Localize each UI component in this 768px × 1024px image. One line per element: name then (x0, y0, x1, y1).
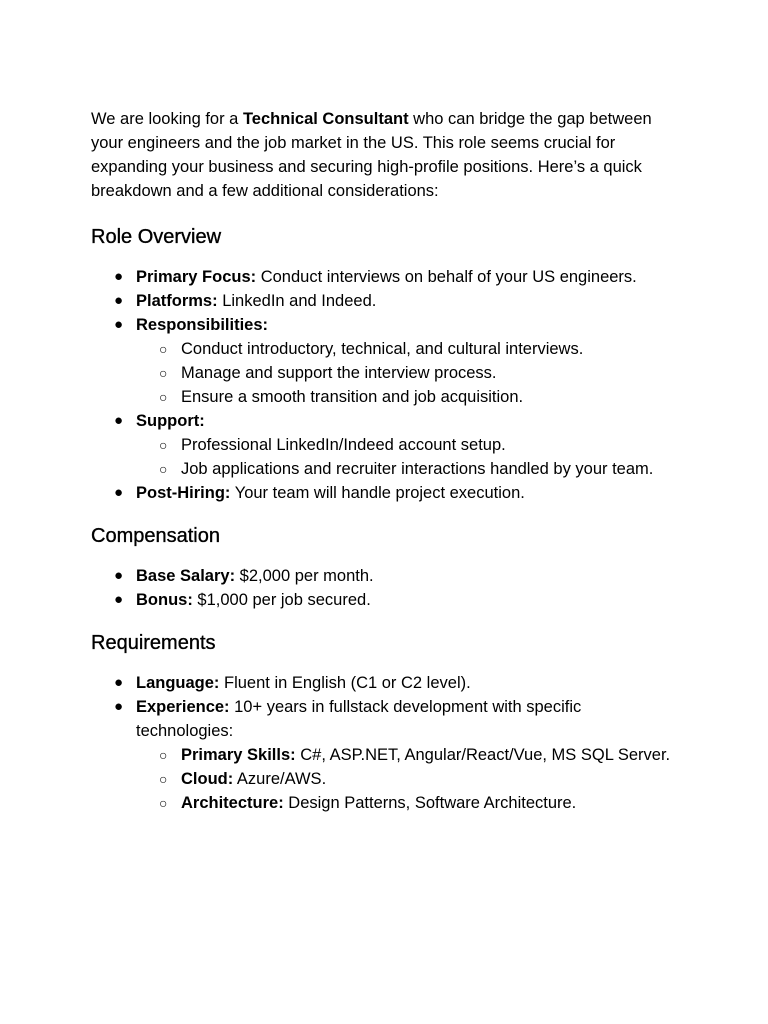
bullet-icon: ● (114, 567, 124, 584)
list-item (91, 313, 708, 409)
sub-item-text: Design Patterns, Software Architecture. (283, 794, 577, 812)
sub-item-text: C#, ASP.NET, Angular/React/Vue, MS SQL Server. (295, 746, 671, 764)
role-overview-heading: Role Overview (91, 226, 222, 248)
bullet-icon: ● (114, 698, 124, 715)
bullet-icon: ● (114, 674, 124, 691)
sub-item-label: Primary Skills: (181, 746, 296, 764)
sub-list-item (136, 791, 656, 815)
sub-item-text: Professional LinkedIn/Indeed account setup. (181, 436, 506, 454)
list-item (91, 481, 708, 505)
bullet-icon: ● (114, 268, 124, 285)
bullet-icon: ● (114, 292, 124, 309)
role-overview-list (91, 265, 708, 505)
item-text: Conduct interviews on behalf of your US engineers. (256, 268, 637, 286)
list-item (91, 289, 708, 313)
experience-sublist (136, 743, 671, 815)
circle-bullet-icon: ○ (159, 389, 168, 405)
item-text: 10+ years in fullstack development with specific technologies: (136, 698, 582, 740)
item-label: Responsibilities: (136, 316, 269, 334)
circle-bullet-icon: ○ (159, 771, 168, 787)
item-text: Fluent in English (C1 or C2 level). (219, 674, 471, 692)
circle-bullet-icon: ○ (159, 437, 168, 453)
item-label: Language: (136, 674, 220, 692)
sub-item-text: Manage and support the interview process. (181, 364, 497, 382)
intro-paragraph (91, 107, 661, 203)
list-item (91, 409, 708, 481)
list-item (91, 588, 708, 612)
sub-item-label: Cloud: (181, 770, 234, 788)
item-label: Support: (136, 412, 205, 430)
requirements-heading: Requirements (91, 632, 216, 654)
sub-item-label: Architecture: (181, 794, 284, 812)
circle-bullet-icon: ○ (159, 461, 168, 477)
item-text: $2,000 per month. (235, 567, 374, 585)
item-label: Primary Focus: (136, 268, 257, 286)
item-text: Your team will handle project execution. (230, 484, 525, 502)
list-item (91, 671, 708, 695)
item-text: $1,000 per job secured. (192, 591, 371, 609)
compensation-heading: Compensation (91, 525, 220, 547)
sub-list-item (136, 767, 656, 791)
bullet-icon: ● (114, 412, 124, 429)
list-item (91, 564, 708, 588)
compensation-list (91, 564, 708, 612)
list-item (91, 695, 671, 815)
intro-text-before: We are looking for a (91, 110, 243, 128)
sub-list-item (136, 743, 701, 767)
sub-list-item (136, 361, 708, 385)
bullet-icon: ● (114, 316, 124, 333)
sub-list-item (136, 433, 708, 457)
sub-list-item (136, 337, 708, 361)
item-label: Post-Hiring: (136, 484, 231, 502)
sub-list-item (136, 457, 701, 481)
intro-text-after: who can bridge the gap between your engineers and the job market in the US. This role seems crucial for expanding your business and securing high-profile positions. Here’s a quick breakdown and a few additional considerations: (91, 110, 652, 200)
item-label: Base Salary: (136, 567, 236, 585)
sub-list-item (136, 385, 708, 409)
sub-item-text: Azure/AWS. (233, 770, 327, 788)
intro-bold-role: Technical Consultant (242, 110, 409, 128)
circle-bullet-icon: ○ (159, 365, 168, 381)
sub-item-text: Conduct introductory, technical, and cultural interviews. (181, 340, 584, 358)
bullet-icon: ● (114, 484, 124, 501)
sub-item-text: Job applications and recruiter interactions handled by your team. (181, 460, 654, 478)
circle-bullet-icon: ○ (159, 795, 168, 811)
bullet-icon: ● (114, 591, 124, 608)
sub-item-text: Ensure a smooth transition and job acquisition. (181, 388, 524, 406)
list-item (91, 265, 708, 289)
responsibilities-sublist (136, 337, 708, 409)
item-label: Platforms: (136, 292, 218, 310)
item-text: LinkedIn and Indeed. (217, 292, 377, 310)
item-label: Experience: (136, 698, 230, 716)
support-sublist (136, 433, 708, 481)
requirements-list (91, 671, 708, 815)
circle-bullet-icon: ○ (159, 747, 168, 763)
circle-bullet-icon: ○ (159, 341, 168, 357)
item-label: Bonus: (136, 591, 193, 609)
